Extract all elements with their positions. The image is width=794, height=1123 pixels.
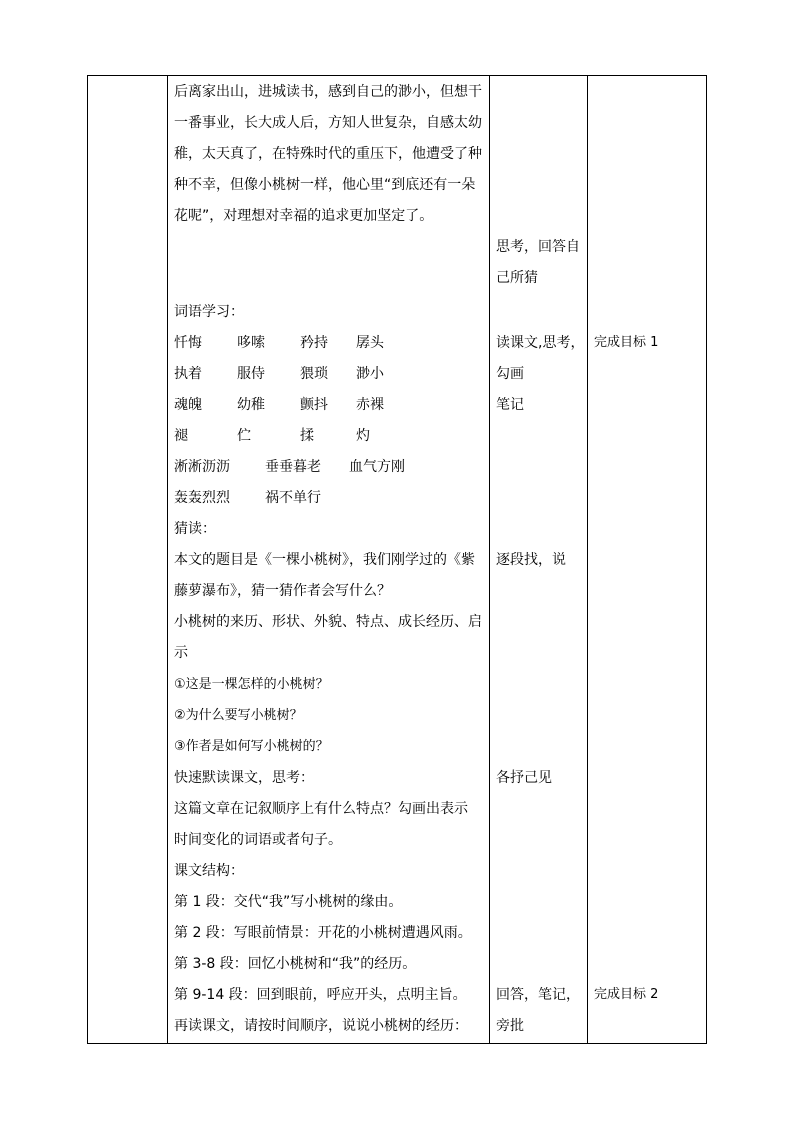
- content-line: 稚，太天真了，在特殊时代的重压下，他遭受了种: [174, 146, 482, 162]
- activity-text: 读课文,思考，: [496, 335, 585, 351]
- content-line: 一番事业，长大成人后，方知人世复杂，自感太幼: [174, 115, 482, 131]
- vocab-word: 伫: [237, 428, 251, 444]
- vocab-word: 渺小: [356, 366, 384, 382]
- goal-text: 完成目标 2: [594, 987, 659, 1002]
- structure-title: 课文结构：: [174, 863, 244, 879]
- reading-task: 快速默读课文，思考：: [174, 770, 314, 786]
- activity-text: 旁批: [496, 1018, 524, 1034]
- guess-line: 示: [174, 645, 188, 661]
- vocab-word: 孱头: [356, 335, 384, 351]
- content-line: 后离家出山，进城读书，感到自己的渺小，但想干: [174, 84, 482, 100]
- question-item: ②为什么要写小桃树？: [174, 708, 303, 723]
- vocab-word: 哆嗦: [237, 335, 265, 351]
- vocab-word: 祸不单行: [265, 490, 321, 506]
- activity-text: 思考，回答自: [496, 239, 580, 255]
- activity-text: 己所猜: [496, 270, 538, 286]
- activity-text: 逐段找，说: [496, 552, 566, 568]
- vocab-word: 猥琐: [300, 366, 328, 382]
- column-divider: [587, 76, 588, 1043]
- structure-line: 第 9-14 段：回到眼前，呼应开头，点明主旨。: [174, 987, 467, 1003]
- reading-task: 时间变化的词语或者句子。: [174, 832, 342, 848]
- vocab-word: 颤抖: [300, 397, 328, 413]
- goal-text: 完成目标 1: [594, 335, 659, 350]
- activity-text: 回答，笔记，: [496, 987, 580, 1003]
- column-divider: [489, 76, 490, 1043]
- question-item: ①这是一棵怎样的小桃树？: [174, 677, 329, 692]
- lesson-table: [87, 75, 707, 1044]
- structure-line: 再读课文，请按时间顺序，说说小桃树的经历：: [174, 1018, 468, 1034]
- structure-line: 第 3-8 段：回忆小桃树和“我”的经历。: [174, 956, 417, 972]
- vocab-word: 执着: [174, 366, 202, 382]
- vocab-word: 轰轰烈烈: [174, 490, 230, 506]
- vocab-word: 服侍: [237, 366, 265, 382]
- vocab-word: 垂垂暮老: [265, 459, 321, 475]
- vocab-word: 褪: [174, 428, 188, 444]
- vocab-word: 忏悔: [174, 335, 202, 351]
- guess-line: 本文的题目是《一棵小桃树》，我们刚学过的《紫: [174, 552, 475, 568]
- activity-text: 各抒己见: [496, 770, 552, 786]
- vocab-word: 矜持: [300, 335, 328, 351]
- structure-line: 第 2 段：写眼前情景：开花的小桃树遭遇风雨。: [174, 925, 472, 941]
- guess-line: 藤萝瀑布》，猜一猜作者会写什么？: [174, 583, 391, 599]
- content-line: 种不幸，但像小桃树一样，他心里“到底还有一朵: [174, 177, 476, 193]
- question-item: ③作者是如何写小桃树的？: [174, 739, 329, 754]
- guess-line: 小桃树的来历、形状、外貌、特点、成长经历、启: [174, 614, 482, 630]
- reading-task: 这篇文章在记叙顺序上有什么特点？勾画出表示: [174, 801, 468, 817]
- column-divider: [167, 76, 168, 1043]
- vocab-word: 灼: [356, 428, 370, 444]
- content-line: 花呢”，对理想对幸福的追求更加坚定了。: [174, 208, 434, 224]
- activity-text: 笔记: [496, 397, 524, 413]
- activity-text: 勾画: [496, 366, 524, 382]
- vocab-word: 赤裸: [356, 397, 384, 413]
- vocab-word: 揉: [300, 428, 314, 444]
- vocab-word: 血气方刚: [349, 459, 405, 475]
- structure-line: 第 1 段：交代“我”写小桃树的缘由。: [174, 894, 403, 910]
- vocab-word: 魂魄: [174, 397, 202, 413]
- vocab-title: 词语学习：: [174, 304, 244, 320]
- guess-title: 猜读：: [174, 521, 216, 537]
- vocab-word: 淅淅沥沥: [174, 459, 230, 475]
- vocab-word: 幼稚: [237, 397, 265, 413]
